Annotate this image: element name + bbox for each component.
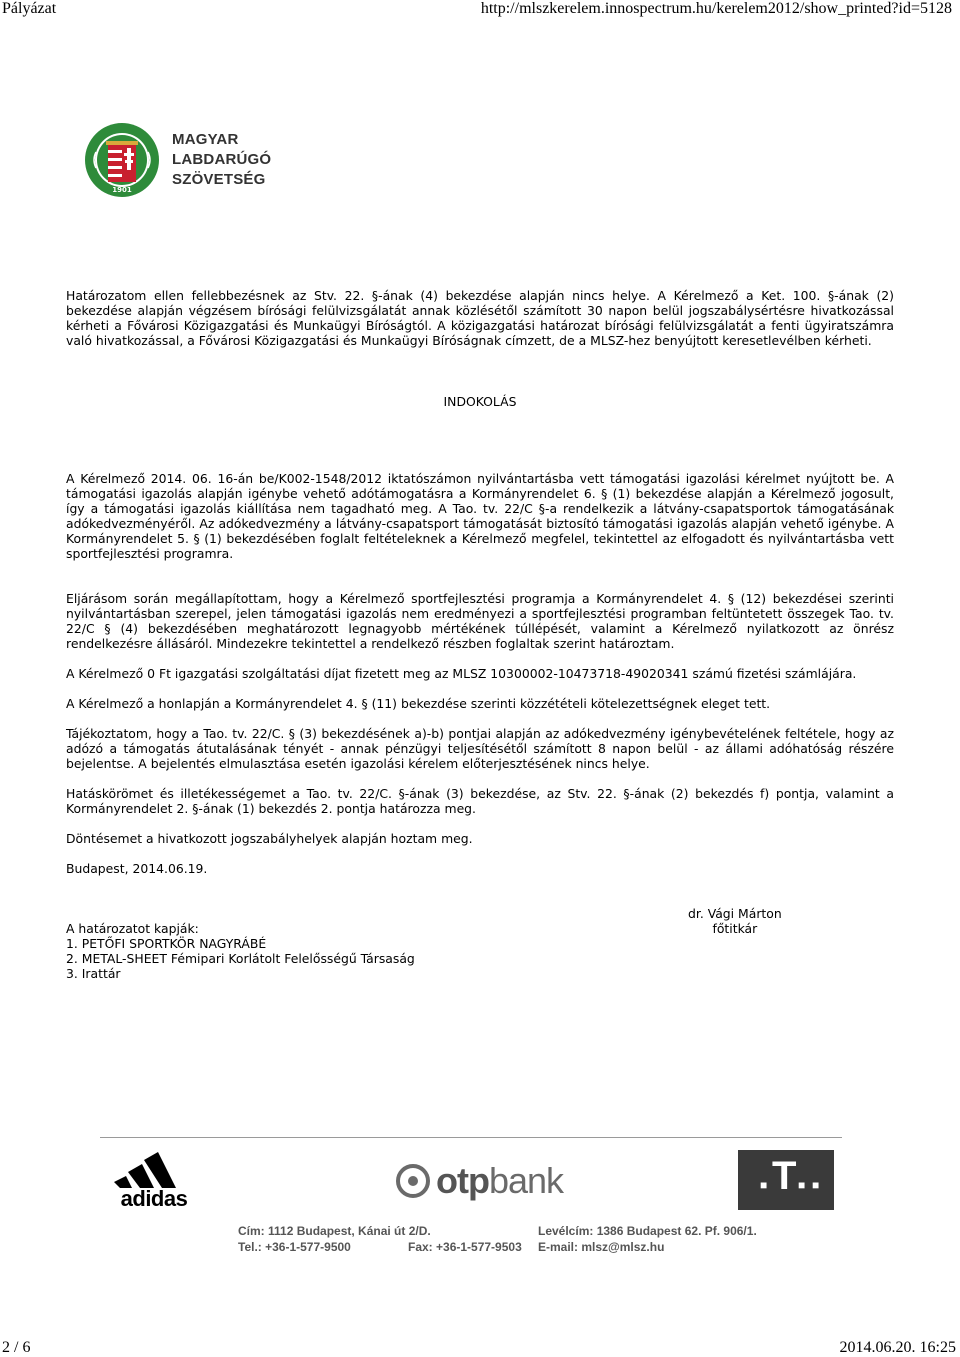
logo-line-3: SZÖVETSÉG (172, 171, 266, 188)
list-item: 1. PETŐFI SPORTKÖR NAGYRÁBÉ (66, 936, 267, 951)
contact-info (238, 1223, 757, 1255)
list-item: 2. METAL-SHEET Fémipari Korlátolt Felelősségű Társaság (66, 951, 415, 966)
paragraph-appeal: Határozatom ellen fellebbezésnek az Stv. 22. §-ának (4) bekezdése alapján nincs helye. A Kérelmező a Ket. 100. §-ának (2) bekezdése alapján végzésem bírósági felülvizsgálatát annak közlésétől számított 30 napon belül jogszabálysértésre hivatkozással kérheti a Fővárosi Közigazgatási és Munkaügyi Bíróságtól. A közigazgatási határozat bírósági felülvizsgálatát a fenti ügyiratszámra való hivatkozással, a Fővárosi Közigazgatási és Munkaügyi Bíróságnak címzett, de a MLSZ-hez benyújtott keresetlevélben kérheti. (66, 288, 894, 348)
signatory-name: dr. Vági Márton (688, 906, 782, 921)
heading-indokolas: INDOKOLÁS (443, 394, 517, 409)
telekom-t: T (772, 1154, 797, 1198)
otp-emblem-icon (396, 1164, 430, 1198)
page-number: 2 / 6 (2, 1339, 31, 1356)
paragraph-justification: A Kérelmező 2014. 06. 16-án be/K002-1548/2012 iktatószámon nyilvántartásba vett támogatási igazolási kérelmet nyújtott be. A támogatási igazolás alapján igénybe vehető adótámogatásra a Kormányrendelet 6. § (1) bekezdése alapján a Kérelmező jogosult, így a támogatási igazolás kiállítása nem tagadható meg. A Tao. tv. 22/C §-a rendelkezik a látvány-csapatsportok támogatásának adókedvezményéről. Az adókedvezmény a látvány-csapatsport támogatását biztosító támogatási igazolás alapján vehető igénybe. A Kormányrendelet 5. § (1) bekezdésében foglalt feltételeknek a Kérelmező megfelel, tekintettel az elfogadott és nyilvántartásba vett sportfejlesztési programra. (66, 471, 894, 561)
page-url: http://mlszkerelem.innospectrum.hu/kerelem2012/show_printed?id=5128 (480, 0, 952, 17)
print-datetime: 2014.06.20. 16:25 (839, 1339, 956, 1356)
mlsz-emblem-icon (84, 122, 160, 198)
recipients-list (66, 921, 415, 981)
address: Cím: 1112 Budapest, Kánai út 2/D. (238, 1224, 431, 1238)
place-date: Budapest, 2014.06.19. (66, 861, 208, 876)
adidas-wordmark: adidas (120, 1186, 188, 1211)
fax: Fax: +36-1-577-9503 (408, 1240, 522, 1254)
paragraph-findings: Eljárásom során megállapítottam, hogy a Kérelmező sportfejlesztési programja a Kormányrendelet 4. § (12) bekezdései szerinti nyilvántartásban szerepel, jelen támogatási igazolás nem eredményezi a sportfejlesztési programban feltüntetett összegek Tao. tv. 22/C § (4) bekezdésében meghatározott legnagyobb mértékének túllépését, valamint a Kérelmező nyilatkozott az önrész rendelkezésre állásáról. Mindezekre tekintettel a rendelkező részben foglaltak szerint határoztam. (66, 591, 894, 651)
list-item: 3. Irattár (66, 966, 121, 981)
email: E-mail: mlsz@mlsz.hu (538, 1240, 665, 1254)
sponsor-divider (100, 1137, 842, 1138)
paragraph-notice: Tájékoztatom, hogy a Tao. tv. 22/C. § (3) bekezdésének a)-b) pontjai alapján az adókedvezmény igénybevételének feltétele, hogy az adózó a támogatás átutalásának tényét - annak pénzügyi teljesítésétől számított 8 napon belül - az állami adóhatóság részére bejelentse. A bejelentés elmulasztása esetén igazolási kérelem előterjesztésének nincs helye. (66, 726, 894, 771)
paragraph-fee: A Kérelmező 0 Ft igazgatási szolgáltatási díjat fizetett meg az MLSZ 10300002-10473718-49020341 számú fizetési számlájára. (66, 666, 857, 681)
logo-text (172, 130, 271, 190)
print-header (0, 0, 960, 22)
mail-address: Levélcím: 1386 Budapest 62. Pf. 906/1. (538, 1224, 757, 1238)
page-title: Pályázat (2, 0, 57, 17)
logo-line-2: LABDARÚGÓ (172, 151, 272, 168)
emblem-year: 1901 (112, 186, 132, 194)
signatory-title: főtitkár (712, 921, 758, 936)
recipients-heading: A határozatot kapják: (66, 921, 199, 936)
signature-block (688, 906, 782, 936)
paragraph-competence: Hatáskörömet és illetékességemet a Tao. tv. 22/C. §-ának (3) bekezdése, az Stv. 22. §-ának (2) bekezdés f) pontja, valamint a Kormányrendelet 2. §-ának (1) bekezdés 2. pontja határozza meg. (66, 786, 894, 816)
paragraph-decision: Döntésemet a hivatkozott jogszabályhelyek alapján hoztam meg. (66, 831, 473, 846)
phone: Tel.: +36-1-577-9500 (238, 1240, 351, 1254)
telekom-logo: ■ T ■ ■ (738, 1150, 834, 1210)
adidas-logo-icon (110, 1148, 198, 1188)
otp-wordmark: otpbank (436, 1160, 564, 1201)
mlsz-logo (84, 122, 271, 198)
print-footer (0, 1339, 960, 1357)
otp-logo (396, 1160, 563, 1202)
paragraph-publication: A Kérelmező a honlapján a Kormányrendelet 4. § (11) bekezdése szerinti közzétételi kötelezettségnek eleget tett. (66, 696, 771, 711)
logo-line-1: MAGYAR (172, 131, 239, 148)
